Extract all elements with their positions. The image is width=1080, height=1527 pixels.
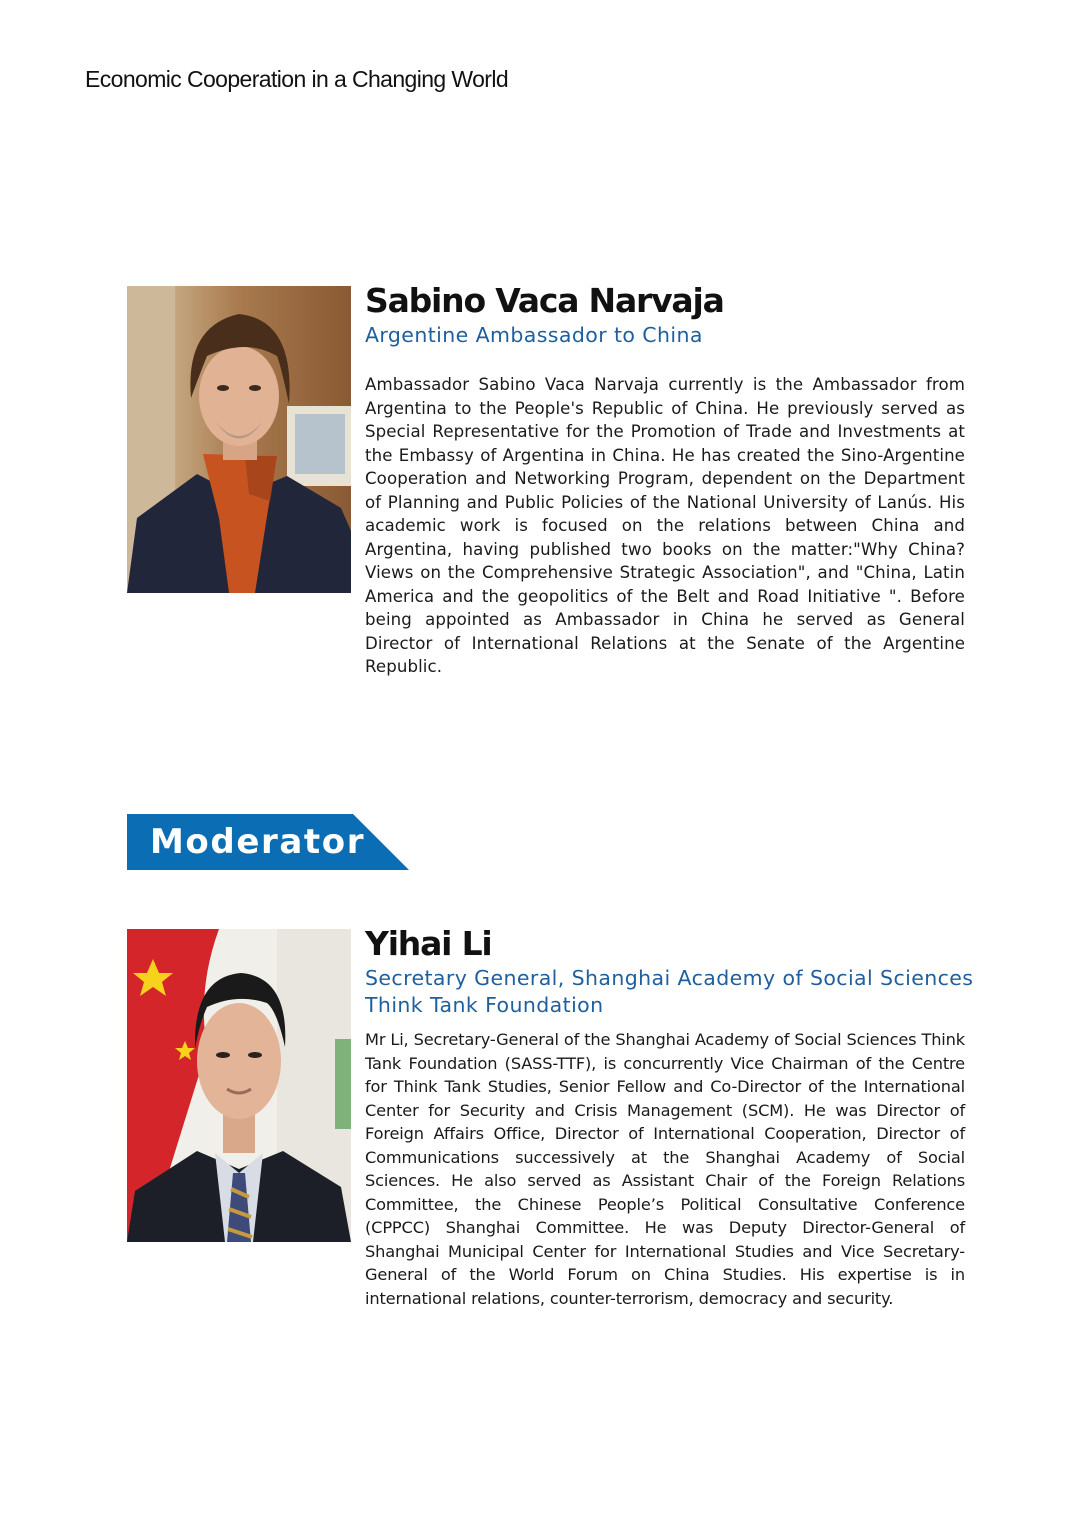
moderator-section-banner	[127, 814, 409, 870]
speaker-title: Argentine Ambassador to China	[365, 323, 703, 347]
section-label: Moderator	[150, 822, 366, 862]
moderator-bio: Mr Li, Secretary-General of the Shanghai Academy of Social Sciences Think Tank Foundation (SASS-TTF), is concurrently Vice Chairman of the Centre for Think Tank Studies, Senior Fellow and Co-Director of the International Center for Security and Crisis Management (SCM). He was Director of Foreign Affairs Office, Director of International Cooperation, Director of Communications successively at the Shanghai Academy of Social Sciences. He also served as Assistant Chair of the Foreign Relations Committee, the Chinese People’s Political Consultative Conference (CPPCC) Shanghai Committee. He was Deputy Director-General of Shanghai Municipal Center for International Studies and Vice Secretary-General of the World Forum on China Studies. His expertise is in international relations, counter-terrorism, democracy and security.	[365, 1030, 965, 1308]
moderator-title: Secretary General, Shanghai Academy of Social Sciences Think Tank Foundation	[365, 966, 974, 1017]
speaker-bio-block	[365, 282, 965, 679]
moderator-bio-block	[365, 925, 979, 1310]
moderator-photo	[127, 929, 351, 1242]
speaker-bio: Ambassador Sabino Vaca Narvaja currently is the Ambassador from Argentina to the People's Republic of China. He previously served as Special Representative for the Promotion of Trade and Investments at the Embassy of Argentina in China. He has created the Sino-Argentine Cooperation and Networking Program, dependent on the Department of Planning and Public Policies of the National University of Lanús. His academic work is focused on the relations between China and Argentina, having published two books on the matter:"Why China? Views on the Comprehensive Strategic Association", and "China, Latin America and the geopolitics of the Belt and Road Initiative ". Before being appointed as Ambassador in China he served as General Director of International Relations at the Senate of the Argentine Republic.	[365, 375, 965, 676]
moderator-name: Yihai Li	[365, 924, 492, 963]
running-header: Economic Cooperation in a Changing World	[85, 66, 509, 92]
speaker-photo	[127, 286, 351, 593]
speaker-name: Sabino Vaca Narvaja	[365, 281, 724, 320]
